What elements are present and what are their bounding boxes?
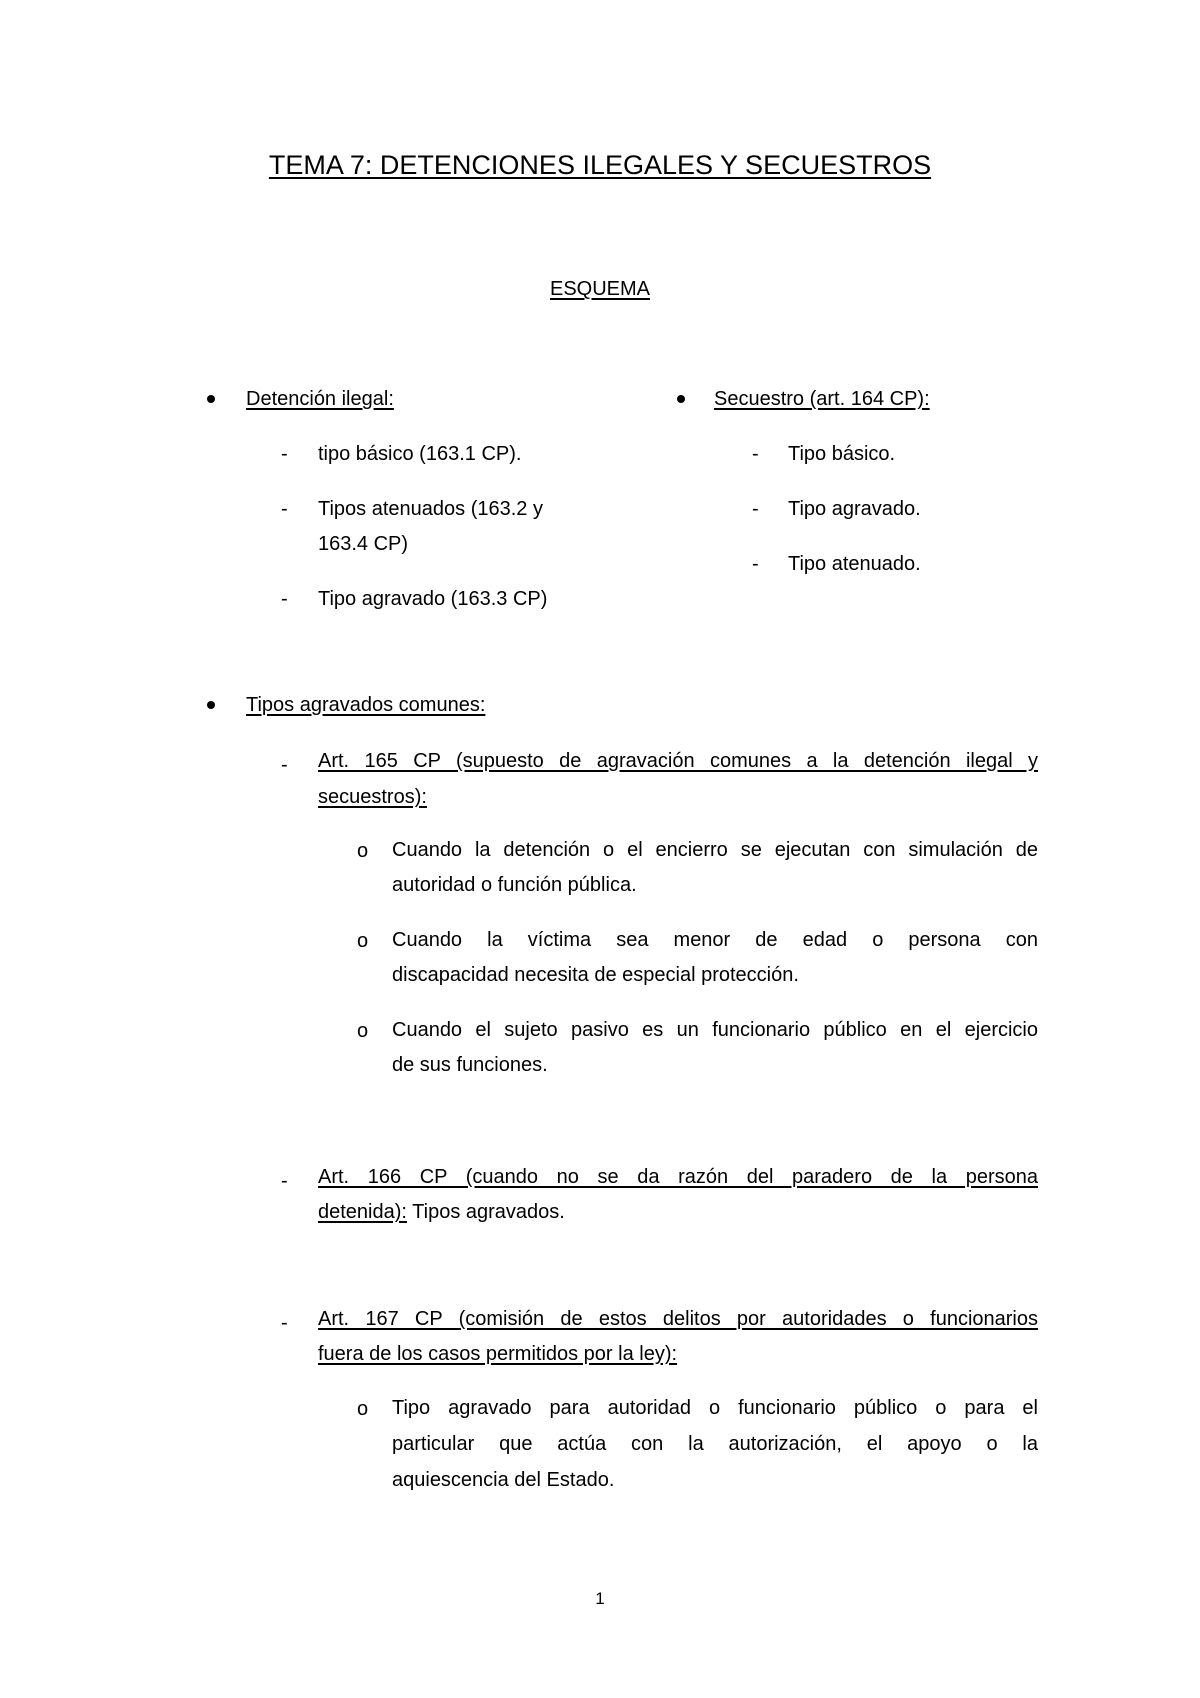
list-item: Tipo agravado. [788, 498, 921, 520]
list-item: Tipos atenuados (163.2 y [318, 498, 543, 520]
comunes-heading: Tipos agravados comunes: [246, 694, 486, 716]
list-item: Tipo atenuado. [788, 553, 921, 575]
art165-line: Art. 165 CP (supuesto de agravación comunes a la detención ilegal y [318, 750, 1038, 772]
circle-bullet-icon: o [357, 840, 369, 862]
dash-icon: - [281, 498, 288, 520]
sub-item-line: Cuando la víctima sea menor de edad o persona con [392, 929, 1038, 951]
circle-bullet-icon: o [357, 1020, 369, 1042]
dash-icon: - [281, 754, 288, 776]
bullet-icon [207, 701, 215, 709]
list-item: Tipo básico. [788, 443, 896, 465]
detencion-heading: Detención ilegal: [246, 388, 394, 410]
art167-line: Art. 167 CP (comisión de estos delitos por autoridades o funcionarios [318, 1308, 1038, 1330]
bullet-icon [207, 395, 215, 403]
bullet-icon [677, 395, 685, 403]
dash-icon: - [281, 443, 288, 465]
page-number: 1 [595, 1589, 605, 1608]
dash-icon: - [281, 1312, 288, 1334]
dash-icon: - [752, 443, 759, 465]
sub-item-line: particular que actúa con la autorización, el apoyo o la [392, 1433, 1038, 1455]
sub-item-line: de sus funciones. [392, 1054, 548, 1076]
circle-bullet-icon: o [357, 930, 369, 952]
sub-item-line: Tipo agravado para autoridad o funcionario público o para el [392, 1397, 1038, 1419]
sub-item-line: discapacidad necesita de especial protección. [392, 964, 799, 986]
list-item: 163.4 CP) [318, 533, 409, 555]
sub-item-line: Cuando la detención o el encierro se ejecutan con simulación de [392, 839, 1038, 861]
art166-underlined: detenida): [318, 1201, 407, 1223]
art166-line [318, 1194, 565, 1230]
list-item: tipo básico (163.1 CP). [318, 443, 522, 465]
dash-icon: - [752, 498, 759, 520]
page-title: TEMA 7: DETENCIONES ILEGALES Y SECUESTROS [268, 150, 932, 180]
dash-icon: - [752, 553, 759, 575]
art165-line: secuestros): [318, 786, 427, 808]
page-subtitle: ESQUEMA [549, 278, 651, 300]
sub-item-line: aquiescencia del Estado. [392, 1469, 615, 1491]
secuestro-heading: Secuestro (art. 164 CP): [714, 388, 930, 410]
dash-icon: - [281, 1170, 288, 1192]
art167-line: fuera de los casos permitidos por la ley): [318, 1343, 678, 1365]
art166-line: Art. 166 CP (cuando no se da razón del paradero de la persona [318, 1166, 1038, 1188]
art166-rest: Tipos agravados. [406, 1201, 565, 1223]
circle-bullet-icon: o [357, 1398, 369, 1420]
sub-item-line: autoridad o función pública. [392, 874, 637, 896]
list-item: Tipo agravado (163.3 CP) [318, 588, 548, 610]
sub-item-line: Cuando el sujeto pasivo es un funcionario público en el ejercicio [392, 1019, 1038, 1041]
dash-icon: - [281, 588, 288, 610]
